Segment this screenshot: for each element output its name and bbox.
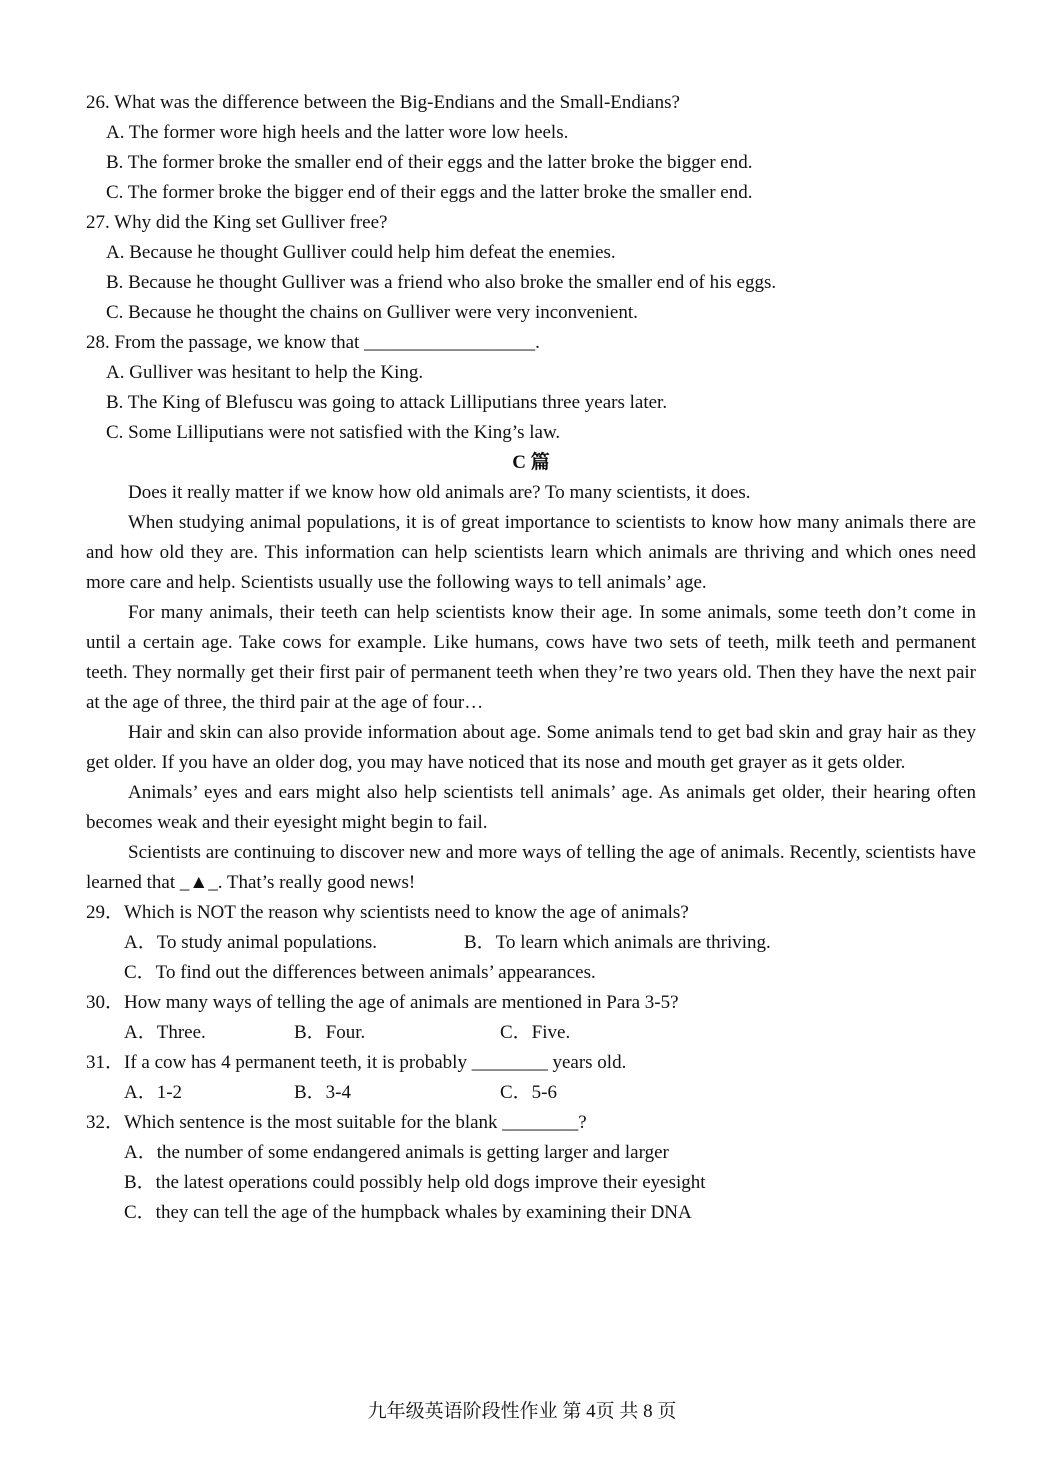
question-26-option-b: B. The former broke the smaller end of their eggs and the latter broke the bigger end.: [106, 152, 753, 173]
passage-paragraph-2: When studying animal populations, it is of great importance to scientists to know how many animals there are and how old they are. This information can help scientists learn which animals are thriving and which ones need more care and help. Scientists usually use the following ways to tell animals’ age.: [86, 512, 976, 593]
passage-paragraph-1: Does it really matter if we know how old animals are? To many scientists, it does.: [128, 482, 751, 503]
question-32-option-b: B．the latest operations could possibly help old dogs improve their eyesight: [124, 1172, 706, 1193]
question-26-stem: 26. What was the difference between the Big-Endians and the Small-Endians?: [86, 92, 680, 113]
question-27-option-c: C. Because he thought the chains on Gulliver were very inconvenient.: [106, 302, 638, 323]
question-30-option-a: A．Three.: [124, 1022, 206, 1043]
question-29-option-c: C．To find out the differences between animals’ appearances.: [124, 962, 596, 983]
question-29-option-a: A．To study animal populations.: [124, 932, 378, 953]
question-26-option-a: A. The former wore high heels and the latter wore low heels.: [106, 122, 569, 143]
question-27-option-a: A. Because he thought Gulliver could help him defeat the enemies.: [106, 242, 616, 263]
passage-paragraph-5: Animals’ eyes and ears might also help scientists tell animals’ age. As animals get older, their hearing often becomes weak and their eyesight might begin to fail.: [86, 782, 976, 833]
question-29-option-b: B．To learn which animals are thriving.: [464, 932, 771, 953]
question-31-option-c: C．5-6: [500, 1082, 558, 1103]
question-32-option-c: C．they can tell the age of the humpback whales by examining their DNA: [124, 1202, 692, 1223]
question-31-option-a: A．1-2: [124, 1082, 183, 1103]
passage-paragraph-6: Scientists are continuing to discover new and more ways of telling the age of animals. Recently, scientists have learned that _▲_. That’s really good news!: [86, 842, 976, 893]
page-content: [86, 88, 976, 1228]
question-28-option-c: C. Some Lilliputians were not satisfied with the King’s law.: [106, 422, 561, 443]
passage-paragraph-3: For many animals, their teeth can help scientists know their age. In some animals, some teeth don’t come in until a certain age. Take cows for example. Like humans, cows have two sets of teeth, milk teeth and permanent teeth. They normally get their first pair of permanent teeth when they’re two years old. Then they have the next pair at the age of three, the third pair at the age of four…: [86, 602, 976, 713]
question-26-option-c: C. The former broke the bigger end of their eggs and the latter broke the smaller end.: [106, 182, 753, 203]
question-30-option-b: B．Four.: [294, 1022, 366, 1043]
question-27-option-b: B. Because he thought Gulliver was a friend who also broke the smaller end of his eggs.: [106, 272, 777, 293]
question-32-option-a: A．the number of some endangered animals is getting larger and larger: [124, 1142, 669, 1163]
question-32-stem: 32．Which sentence is the most suitable for the blank ________?: [86, 1112, 587, 1133]
question-29-options-row: [86, 928, 976, 958]
question-30-option-c: C．Five.: [500, 1022, 571, 1043]
question-28-option-a: A. Gulliver was hesitant to help the King.: [106, 362, 424, 383]
question-30-options-row: [86, 1018, 976, 1048]
question-27-stem: 27. Why did the King set Gulliver free?: [86, 212, 388, 233]
question-28-option-b: B. The King of Blefuscu was going to attack Lilliputians three years later.: [106, 392, 668, 413]
question-30-stem: 30．How many ways of telling the age of animals are mentioned in Para 3-5?: [86, 992, 679, 1013]
question-31-option-b: B．3-4: [294, 1082, 352, 1103]
question-31-options-row: [86, 1078, 976, 1108]
question-29-stem: 29．Which is NOT the reason why scientists need to know the age of animals?: [86, 902, 689, 923]
passage-paragraph-4: Hair and skin can also provide information about age. Some animals tend to get bad skin and gray hair as they get older. If you have an older dog, you may have noticed that its nose and mouth get grayer as it gets older.: [86, 722, 976, 773]
page-footer: 九年级英语阶段性作业 第 4页 共 8 页: [367, 1401, 677, 1422]
question-31-stem: 31．If a cow has 4 permanent teeth, it is probably ________ years old.: [86, 1052, 627, 1073]
question-28-stem: 28. From the passage, we know that __________________.: [86, 332, 540, 353]
section-c-heading: C 篇: [512, 452, 550, 473]
